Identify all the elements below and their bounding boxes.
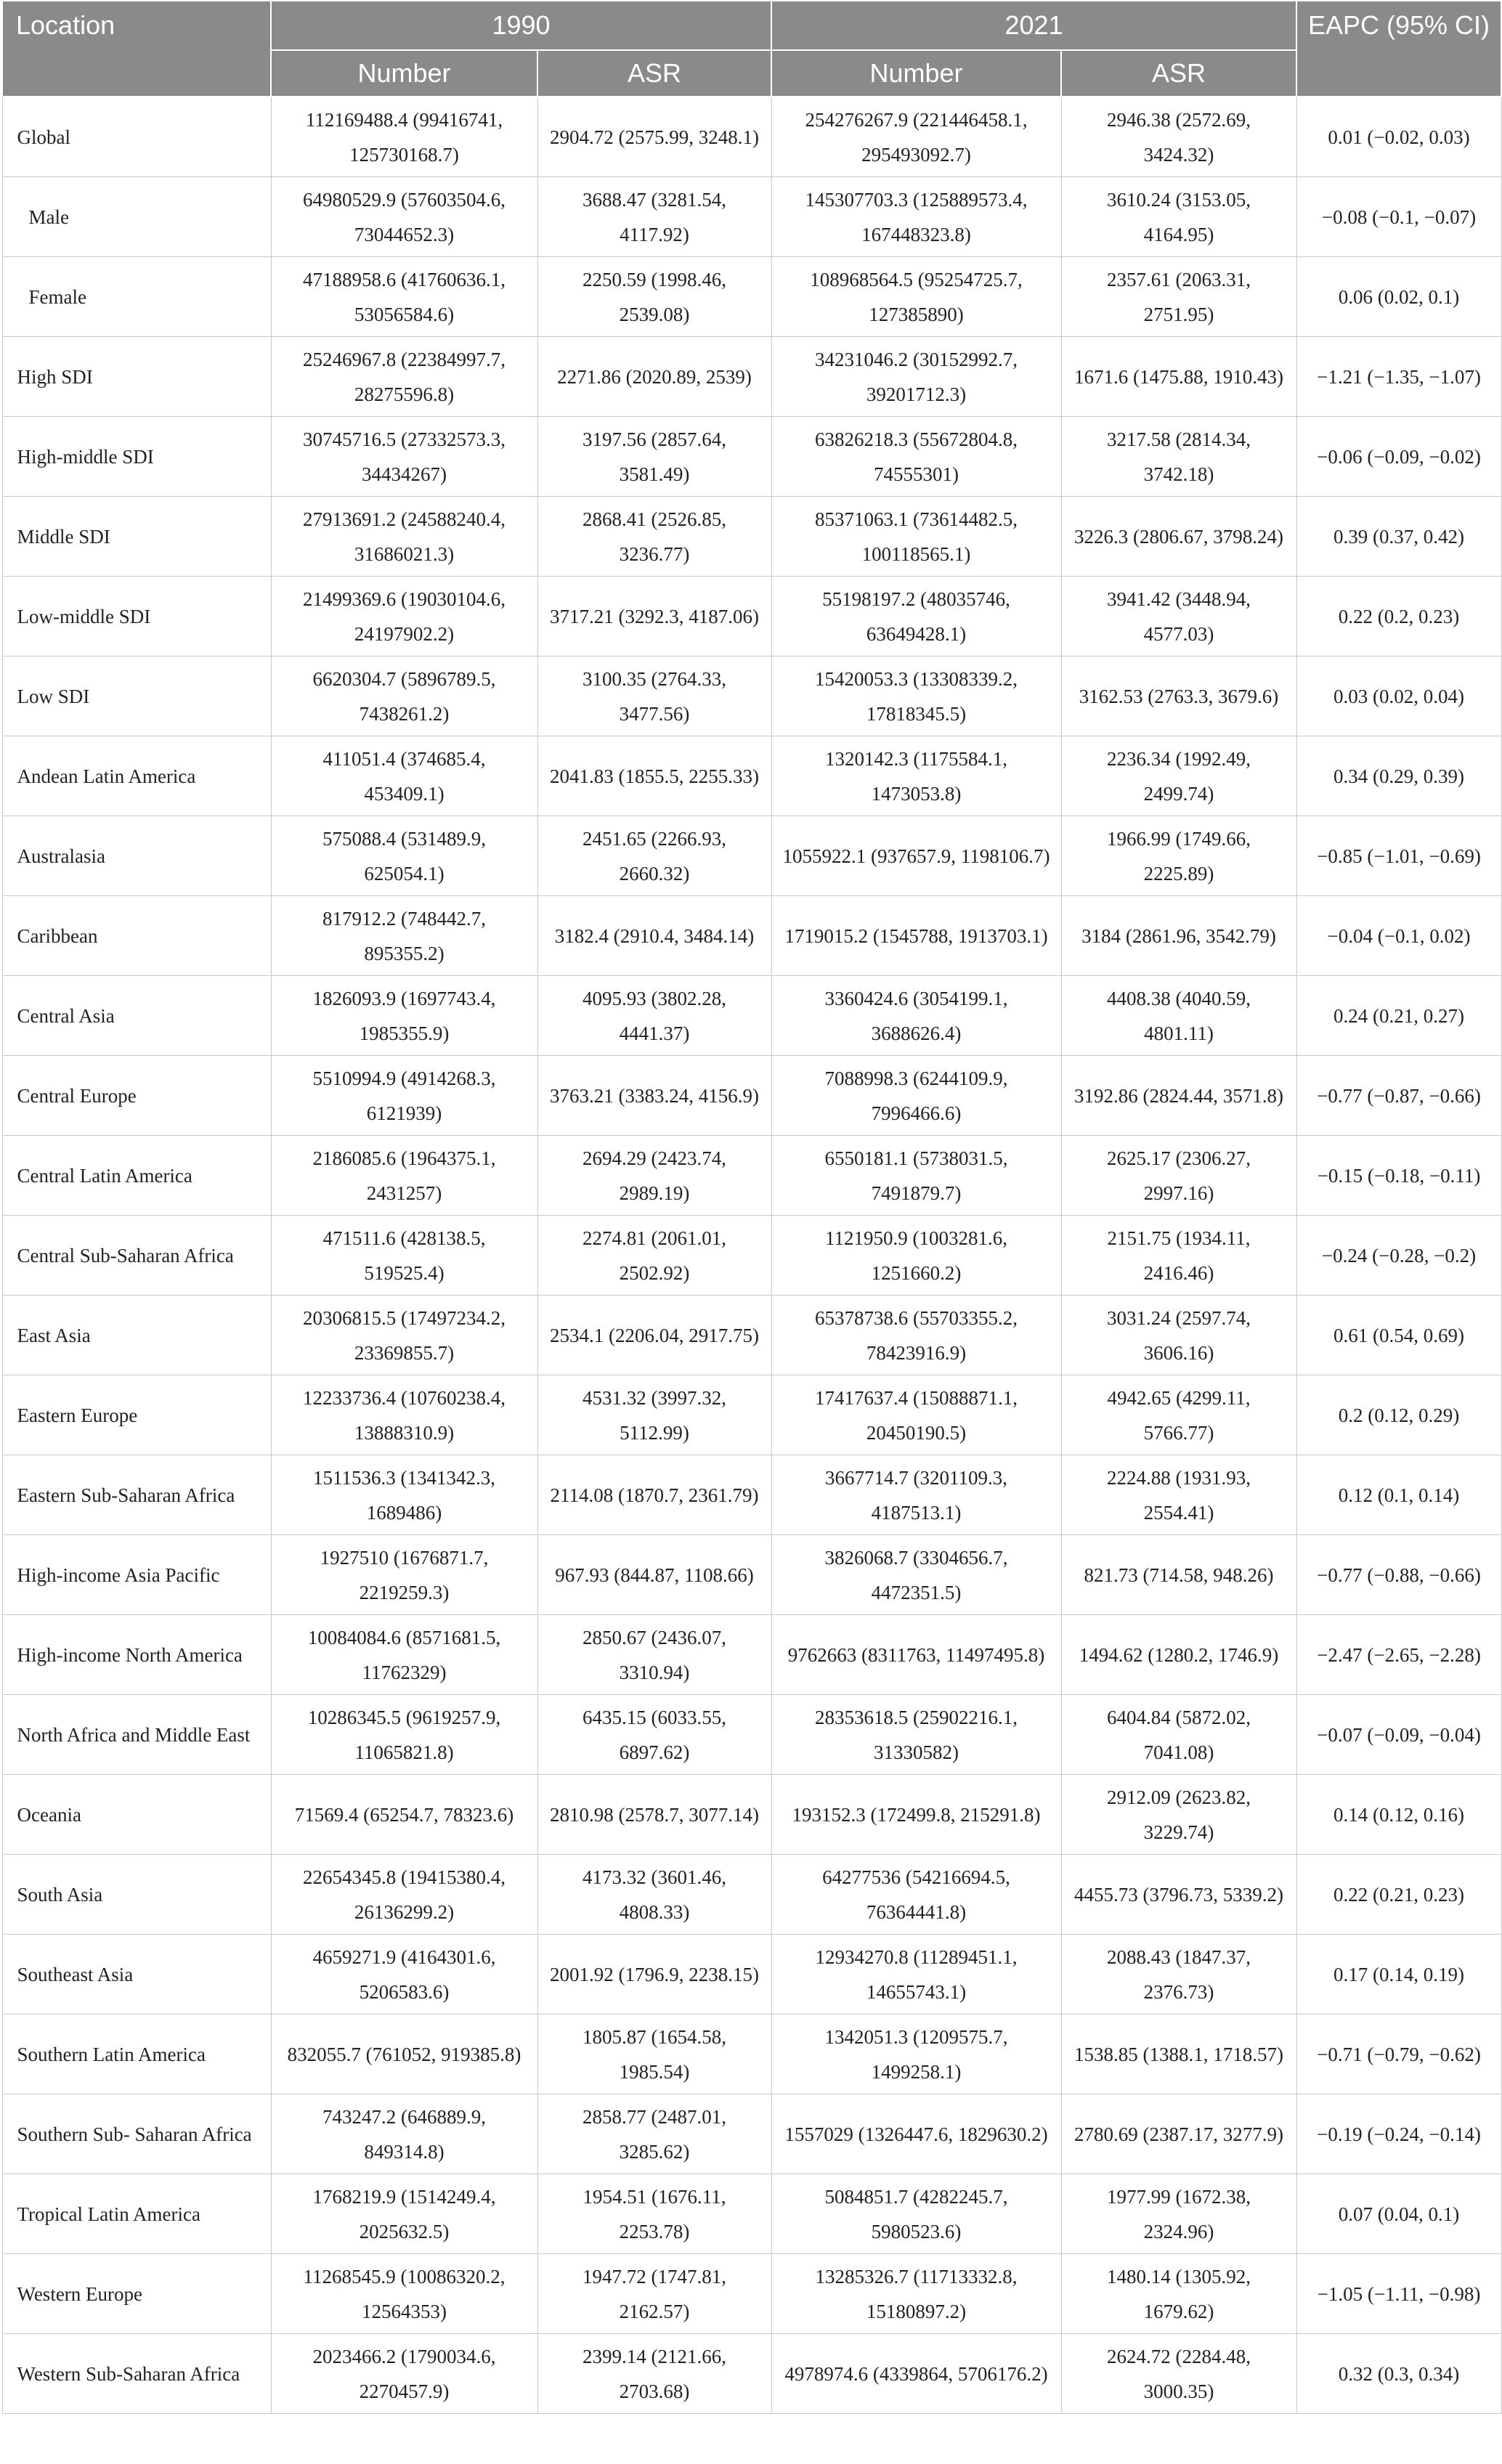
cell-location: Southern Sub- Saharan Africa <box>2 2094 271 2174</box>
cell-number-2021: 6550181.1 (5738031.5, 7491879.7) <box>771 1136 1061 1216</box>
cell-number-2021: 1342051.3 (1209575.7, 1499258.1) <box>771 2014 1061 2094</box>
cell-asr-2021: 3162.53 (2763.3, 3679.6) <box>1061 656 1296 736</box>
table-row <box>2 1296 1501 1375</box>
cell-asr-1990: 4173.32 (3601.46, 4808.33) <box>537 1855 771 1935</box>
cell-asr-1990: 3100.35 (2764.33, 3477.56) <box>537 656 771 736</box>
cell-number-2021: 13285326.7 (11713332.8, 15180897.2) <box>771 2254 1061 2334</box>
table-row <box>2 1775 1501 1855</box>
cell-location: Western Europe <box>2 2254 271 2334</box>
table-row <box>2 976 1501 1056</box>
table-header <box>2 1 1501 97</box>
table-row <box>2 1615 1501 1695</box>
cell-eapc: −1.21 (−1.35, −1.07) <box>1296 337 1501 417</box>
cell-asr-2021: 1480.14 (1305.92, 1679.62) <box>1061 2254 1296 2334</box>
cell-number-2021: 55198197.2 (48035746, 63649428.1) <box>771 577 1061 656</box>
cell-asr-2021: 6404.84 (5872.02, 7041.08) <box>1061 1695 1296 1775</box>
cell-eapc: 0.61 (0.54, 0.69) <box>1296 1296 1501 1375</box>
cell-asr-2021: 821.73 (714.58, 948.26) <box>1061 1535 1296 1615</box>
cell-location: Eastern Sub-Saharan Africa <box>2 1455 271 1535</box>
cell-number-2021: 34231046.2 (30152992.7, 39201712.3) <box>771 337 1061 417</box>
cell-asr-1990: 3688.47 (3281.54, 4117.92) <box>537 177 771 257</box>
cell-asr-2021: 2224.88 (1931.93, 2554.41) <box>1061 1455 1296 1535</box>
table-row <box>2 2254 1501 2334</box>
cell-location: Australasia <box>2 816 271 896</box>
cell-eapc: 0.22 (0.2, 0.23) <box>1296 577 1501 656</box>
table-row <box>2 1855 1501 1935</box>
cell-eapc: −0.15 (−0.18, −0.11) <box>1296 1136 1501 1216</box>
cell-number-1990: 20306815.5 (17497234.2, 23369855.7) <box>271 1296 537 1375</box>
cell-number-1990: 22654345.8 (19415380.4, 26136299.2) <box>271 1855 537 1935</box>
table-row <box>2 1935 1501 2014</box>
table-row <box>2 257 1501 337</box>
cell-asr-2021: 1538.85 (1388.1, 1718.57) <box>1061 2014 1296 2094</box>
cell-location: South Asia <box>2 1855 271 1935</box>
cell-number-1990: 471511.6 (428138.5, 519525.4) <box>271 1216 537 1296</box>
cell-eapc: −0.04 (−0.1, 0.02) <box>1296 896 1501 976</box>
cell-number-1990: 2186085.6 (1964375.1, 2431257) <box>271 1136 537 1216</box>
table-row <box>2 177 1501 257</box>
cell-asr-2021: 1671.6 (1475.88, 1910.43) <box>1061 337 1296 417</box>
table-row <box>2 2014 1501 2094</box>
cell-eapc: −0.77 (−0.87, −0.66) <box>1296 1056 1501 1136</box>
cell-location: Southeast Asia <box>2 1935 271 2014</box>
cell-location: Oceania <box>2 1775 271 1855</box>
cell-number-1990: 11268545.9 (10086320.2, 12564353) <box>271 2254 537 2334</box>
table-row <box>2 1056 1501 1136</box>
cell-asr-2021: 4455.73 (3796.73, 5339.2) <box>1061 1855 1296 1935</box>
cell-number-1990: 411051.4 (374685.4, 453409.1) <box>271 736 537 816</box>
cell-number-1990: 743247.2 (646889.9, 849314.8) <box>271 2094 537 2174</box>
cell-asr-1990: 3717.21 (3292.3, 4187.06) <box>537 577 771 656</box>
cell-number-1990: 1768219.9 (1514249.4, 2025632.5) <box>271 2174 537 2254</box>
cell-asr-1990: 2858.77 (2487.01, 3285.62) <box>537 2094 771 2174</box>
cell-asr-2021: 2236.34 (1992.49, 2499.74) <box>1061 736 1296 816</box>
cell-location: Western Sub-Saharan Africa <box>2 2334 271 2414</box>
cell-asr-1990: 967.93 (844.87, 1108.66) <box>537 1535 771 1615</box>
table-row <box>2 1136 1501 1216</box>
cell-asr-2021: 2624.72 (2284.48, 3000.35) <box>1061 2334 1296 2414</box>
cell-eapc: −2.47 (−2.65, −2.28) <box>1296 1615 1501 1695</box>
cell-number-1990: 1927510 (1676871.7, 2219259.3) <box>271 1535 537 1615</box>
cell-eapc: 0.22 (0.21, 0.23) <box>1296 1855 1501 1935</box>
cell-number-2021: 3826068.7 (3304656.7, 4472351.5) <box>771 1535 1061 1615</box>
header-number-2021: Number <box>771 50 1061 97</box>
cell-number-2021: 1055922.1 (937657.9, 1198106.7) <box>771 816 1061 896</box>
cell-number-1990: 12233736.4 (10760238.4, 13888310.9) <box>271 1375 537 1455</box>
cell-number-1990: 6620304.7 (5896789.5, 7438261.2) <box>271 656 537 736</box>
cell-location: Central Latin America <box>2 1136 271 1216</box>
cell-asr-1990: 3763.21 (3383.24, 4156.9) <box>537 1056 771 1136</box>
header-asr-2021: ASR <box>1061 50 1296 97</box>
cell-asr-1990: 2694.29 (2423.74, 2989.19) <box>537 1136 771 1216</box>
cell-eapc: 0.17 (0.14, 0.19) <box>1296 1935 1501 2014</box>
header-eapc: EAPC (95% CI) <box>1296 1 1501 97</box>
cell-number-2021: 7088998.3 (6244109.9, 7996466.6) <box>771 1056 1061 1136</box>
cell-location: Low-middle SDI <box>2 577 271 656</box>
cell-asr-2021: 2088.43 (1847.37, 2376.73) <box>1061 1935 1296 2014</box>
cell-asr-1990: 2274.81 (2061.01, 2502.92) <box>537 1216 771 1296</box>
cell-eapc: 0.03 (0.02, 0.04) <box>1296 656 1501 736</box>
cell-asr-1990: 1805.87 (1654.58, 1985.54) <box>537 2014 771 2094</box>
cell-location: High-income North America <box>2 1615 271 1695</box>
cell-asr-1990: 2868.41 (2526.85, 3236.77) <box>537 497 771 577</box>
table-row <box>2 2174 1501 2254</box>
cell-location: High SDI <box>2 337 271 417</box>
table-row <box>2 1535 1501 1615</box>
cell-asr-1990: 2041.83 (1855.5, 2255.33) <box>537 736 771 816</box>
cell-asr-2021: 3184 (2861.96, 3542.79) <box>1061 896 1296 976</box>
cell-eapc: −0.77 (−0.88, −0.66) <box>1296 1535 1501 1615</box>
cell-location: Eastern Europe <box>2 1375 271 1455</box>
table-row <box>2 1216 1501 1296</box>
cell-number-2021: 3360424.6 (3054199.1, 3688626.4) <box>771 976 1061 1056</box>
cell-asr-2021: 3217.58 (2814.34, 3742.18) <box>1061 417 1296 497</box>
cell-eapc: −0.85 (−1.01, −0.69) <box>1296 816 1501 896</box>
cell-number-2021: 4978974.6 (4339864, 5706176.2) <box>771 2334 1061 2414</box>
cell-number-2021: 108968564.5 (95254725.7, 127385890) <box>771 257 1061 337</box>
table-row <box>2 497 1501 577</box>
cell-number-2021: 64277536 (54216694.5, 76364441.8) <box>771 1855 1061 1935</box>
cell-eapc: 0.34 (0.29, 0.39) <box>1296 736 1501 816</box>
cell-asr-1990: 2250.59 (1998.46, 2539.08) <box>537 257 771 337</box>
cell-asr-2021: 1966.99 (1749.66, 2225.89) <box>1061 816 1296 896</box>
header-location: Location <box>2 1 271 97</box>
cell-number-2021: 63826218.3 (55672804.8, 74555301) <box>771 417 1061 497</box>
cell-asr-1990: 2534.1 (2206.04, 2917.75) <box>537 1296 771 1375</box>
cell-eapc: −0.07 (−0.09, −0.04) <box>1296 1695 1501 1775</box>
cell-asr-2021: 2946.38 (2572.69, 3424.32) <box>1061 97 1296 177</box>
cell-asr-1990: 2850.67 (2436.07, 3310.94) <box>537 1615 771 1695</box>
cell-asr-2021: 2912.09 (2623.82, 3229.74) <box>1061 1775 1296 1855</box>
table-row <box>2 337 1501 417</box>
cell-number-1990: 21499369.6 (19030104.6, 24197902.2) <box>271 577 537 656</box>
cell-location: Central Asia <box>2 976 271 1056</box>
cell-location: Caribbean <box>2 896 271 976</box>
cell-number-2021: 15420053.3 (13308339.2, 17818345.5) <box>771 656 1061 736</box>
cell-asr-1990: 2399.14 (2121.66, 2703.68) <box>537 2334 771 2414</box>
cell-location: Middle SDI <box>2 497 271 577</box>
cell-eapc: 0.24 (0.21, 0.27) <box>1296 976 1501 1056</box>
table-row <box>2 417 1501 497</box>
cell-asr-1990: 2810.98 (2578.7, 3077.14) <box>537 1775 771 1855</box>
cell-asr-2021: 2780.69 (2387.17, 3277.9) <box>1061 2094 1296 2174</box>
cell-asr-2021: 2625.17 (2306.27, 2997.16) <box>1061 1136 1296 1216</box>
cell-number-1990: 27913691.2 (24588240.4, 31686021.3) <box>271 497 537 577</box>
cell-location: Female <box>2 257 271 337</box>
cell-asr-1990: 3182.4 (2910.4, 3484.14) <box>537 896 771 976</box>
cell-eapc: −0.71 (−0.79, −0.62) <box>1296 2014 1501 2094</box>
cell-eapc: 0.12 (0.1, 0.14) <box>1296 1455 1501 1535</box>
cell-location: North Africa and Middle East <box>2 1695 271 1775</box>
header-asr-1990: ASR <box>537 50 771 97</box>
cell-asr-1990: 2451.65 (2266.93, 2660.32) <box>537 816 771 896</box>
cell-number-1990: 64980529.9 (57603504.6, 73044652.3) <box>271 177 537 257</box>
cell-asr-1990: 2001.92 (1796.9, 2238.15) <box>537 1935 771 2014</box>
cell-location: Central Europe <box>2 1056 271 1136</box>
table-row <box>2 1695 1501 1775</box>
cell-asr-2021: 3192.86 (2824.44, 3571.8) <box>1061 1056 1296 1136</box>
cell-asr-2021: 2357.61 (2063.31, 2751.95) <box>1061 257 1296 337</box>
cell-eapc: −0.24 (−0.28, −0.2) <box>1296 1216 1501 1296</box>
cell-number-1990: 4659271.9 (4164301.6, 5206583.6) <box>271 1935 537 2014</box>
cell-eapc: 0.39 (0.37, 0.42) <box>1296 497 1501 577</box>
cell-location: Global <box>2 97 271 177</box>
cell-eapc: 0.01 (−0.02, 0.03) <box>1296 97 1501 177</box>
table-row <box>2 2334 1501 2414</box>
cell-eapc: −0.08 (−0.1, −0.07) <box>1296 177 1501 257</box>
cell-number-2021: 3667714.7 (3201109.3, 4187513.1) <box>771 1455 1061 1535</box>
cell-asr-1990: 6435.15 (6033.55, 6897.62) <box>537 1695 771 1775</box>
table-row <box>2 736 1501 816</box>
cell-number-1990: 112169488.4 (99416741, 125730168.7) <box>271 97 537 177</box>
cell-number-1990: 832055.7 (761052, 919385.8) <box>271 2014 537 2094</box>
cell-number-1990: 1826093.9 (1697743.4, 1985355.9) <box>271 976 537 1056</box>
header-year-1990: 1990 <box>271 1 771 50</box>
cell-number-1990: 2023466.2 (1790034.6, 2270457.9) <box>271 2334 537 2414</box>
cell-number-1990: 817912.2 (748442.7, 895355.2) <box>271 896 537 976</box>
cell-number-1990: 575088.4 (531489.9, 625054.1) <box>271 816 537 896</box>
cell-location: Southern Latin America <box>2 2014 271 2094</box>
table-row <box>2 1375 1501 1455</box>
table-row <box>2 2094 1501 2174</box>
cell-asr-2021: 4942.65 (4299.11, 5766.77) <box>1061 1375 1296 1455</box>
cell-number-2021: 28353618.5 (25902216.1, 31330582) <box>771 1695 1061 1775</box>
cell-number-2021: 5084851.7 (4282245.7, 5980523.6) <box>771 2174 1061 2254</box>
cell-number-2021: 1557029 (1326447.6, 1829630.2) <box>771 2094 1061 2174</box>
cell-asr-1990: 4095.93 (3802.28, 4441.37) <box>537 976 771 1056</box>
cell-asr-2021: 3226.3 (2806.67, 3798.24) <box>1061 497 1296 577</box>
cell-number-2021: 1121950.9 (1003281.6, 1251660.2) <box>771 1216 1061 1296</box>
cell-asr-1990: 2904.72 (2575.99, 3248.1) <box>537 97 771 177</box>
cell-number-1990: 1511536.3 (1341342.3, 1689486) <box>271 1455 537 1535</box>
table-body <box>2 97 1501 2414</box>
cell-eapc: 0.2 (0.12, 0.29) <box>1296 1375 1501 1455</box>
cell-asr-2021: 3610.24 (3153.05, 4164.95) <box>1061 177 1296 257</box>
cell-asr-2021: 3941.42 (3448.94, 4577.03) <box>1061 577 1296 656</box>
table-row <box>2 1455 1501 1535</box>
cell-eapc: 0.07 (0.04, 0.1) <box>1296 2174 1501 2254</box>
cell-asr-1990: 4531.32 (3997.32, 5112.99) <box>537 1375 771 1455</box>
cell-asr-2021: 1977.99 (1672.38, 2324.96) <box>1061 2174 1296 2254</box>
cell-number-2021: 9762663 (8311763, 11497495.8) <box>771 1615 1061 1695</box>
cell-asr-1990: 1947.72 (1747.81, 2162.57) <box>537 2254 771 2334</box>
cell-number-1990: 5510994.9 (4914268.3, 6121939) <box>271 1056 537 1136</box>
data-table <box>1 0 1502 2414</box>
cell-number-1990: 71569.4 (65254.7, 78323.6) <box>271 1775 537 1855</box>
cell-asr-1990: 3197.56 (2857.64, 3581.49) <box>537 417 771 497</box>
cell-number-1990: 30745716.5 (27332573.3, 34434267) <box>271 417 537 497</box>
cell-number-2021: 65378738.6 (55703355.2, 78423916.9) <box>771 1296 1061 1375</box>
cell-number-1990: 25246967.8 (22384997.7, 28275596.8) <box>271 337 537 417</box>
cell-location: Male <box>2 177 271 257</box>
table-row <box>2 816 1501 896</box>
cell-location: Andean Latin America <box>2 736 271 816</box>
cell-asr-1990: 2114.08 (1870.7, 2361.79) <box>537 1455 771 1535</box>
cell-location: High-income Asia Pacific <box>2 1535 271 1615</box>
cell-asr-1990: 2271.86 (2020.89, 2539) <box>537 337 771 417</box>
cell-eapc: 0.06 (0.02, 0.1) <box>1296 257 1501 337</box>
cell-asr-2021: 3031.24 (2597.74, 3606.16) <box>1061 1296 1296 1375</box>
cell-number-2021: 193152.3 (172499.8, 215291.8) <box>771 1775 1061 1855</box>
cell-asr-1990: 1954.51 (1676.11, 2253.78) <box>537 2174 771 2254</box>
cell-asr-2021: 4408.38 (4040.59, 4801.11) <box>1061 976 1296 1056</box>
table-row <box>2 577 1501 656</box>
cell-location: East Asia <box>2 1296 271 1375</box>
cell-number-2021: 145307703.3 (125889573.4, 167448323.8) <box>771 177 1061 257</box>
cell-eapc: −0.06 (−0.09, −0.02) <box>1296 417 1501 497</box>
cell-asr-2021: 1494.62 (1280.2, 1746.9) <box>1061 1615 1296 1695</box>
cell-number-2021: 254276267.9 (221446458.1, 295493092.7) <box>771 97 1061 177</box>
cell-number-1990: 10286345.5 (9619257.9, 11065821.8) <box>271 1695 537 1775</box>
cell-number-2021: 1719015.2 (1545788, 1913703.1) <box>771 896 1061 976</box>
cell-eapc: 0.32 (0.3, 0.34) <box>1296 2334 1501 2414</box>
cell-number-1990: 47188958.6 (41760636.1, 53056584.6) <box>271 257 537 337</box>
cell-number-2021: 12934270.8 (11289451.1, 14655743.1) <box>771 1935 1061 2014</box>
cell-number-2021: 1320142.3 (1175584.1, 1473053.8) <box>771 736 1061 816</box>
table-row <box>2 656 1501 736</box>
cell-location: Central Sub-Saharan Africa <box>2 1216 271 1296</box>
cell-eapc: 0.14 (0.12, 0.16) <box>1296 1775 1501 1855</box>
cell-number-1990: 10084084.6 (8571681.5, 11762329) <box>271 1615 537 1695</box>
table-row <box>2 97 1501 177</box>
header-year-2021: 2021 <box>771 1 1296 50</box>
cell-location: Tropical Latin America <box>2 2174 271 2254</box>
cell-location: High-middle SDI <box>2 417 271 497</box>
cell-eapc: −0.19 (−0.24, −0.14) <box>1296 2094 1501 2174</box>
table-row <box>2 896 1501 976</box>
cell-eapc: −1.05 (−1.11, −0.98) <box>1296 2254 1501 2334</box>
cell-number-2021: 17417637.4 (15088871.1, 20450190.5) <box>771 1375 1061 1455</box>
cell-location: Low SDI <box>2 656 271 736</box>
header-number-1990: Number <box>271 50 537 97</box>
cell-asr-2021: 2151.75 (1934.11, 2416.46) <box>1061 1216 1296 1296</box>
cell-number-2021: 85371063.1 (73614482.5, 100118565.1) <box>771 497 1061 577</box>
